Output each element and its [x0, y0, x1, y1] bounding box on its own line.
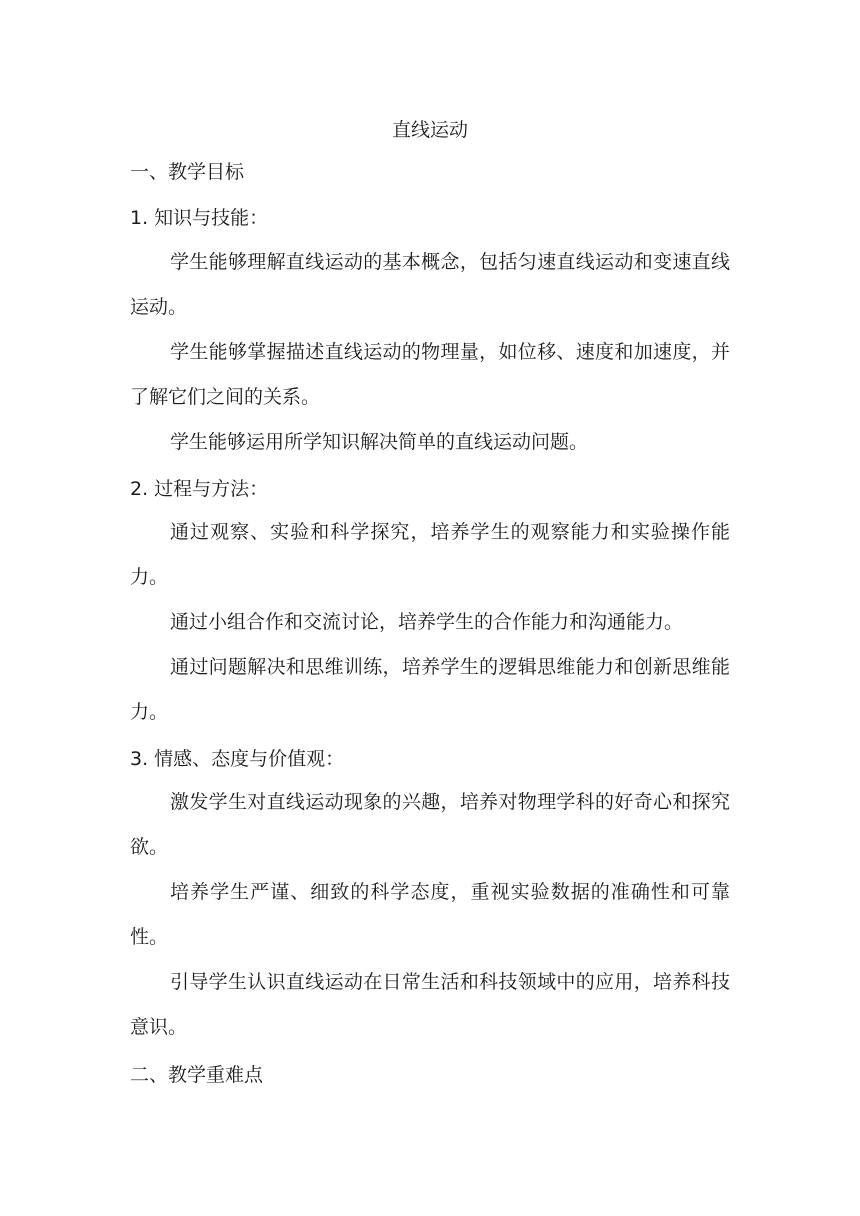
- paragraph: 通过观察、实验和科学探究，培养学生的观察能力和实验操作能力。: [130, 521, 730, 588]
- paragraph: 引导学生认识直线运动在日常生活和科技领域中的应用，培养科技意识。: [130, 971, 730, 1038]
- paragraph: 学生能够掌握描述直线运动的物理量，如位移、速度和加速度，并了解它们之间的关系。: [130, 341, 730, 408]
- section-heading-objectives: 一、教学目标: [130, 161, 245, 183]
- subheading-knowledge-skills: 1. 知识与技能：: [130, 207, 269, 229]
- subheading-process-methods: 2. 过程与方法：: [130, 478, 269, 500]
- paragraph: 学生能够理解直线运动的基本概念，包括匀速直线运动和变速直线运动。: [130, 251, 730, 318]
- section-heading-key-points: 二、教学重难点: [130, 1064, 264, 1086]
- paragraph: 培养学生严谨、细致的科学态度，重视实验数据的准确性和可靠性。: [130, 881, 730, 948]
- paragraph: 通过问题解决和思维训练，培养学生的逻辑思维能力和创新思维能力。: [130, 656, 730, 723]
- paragraph: 通过小组合作和交流讨论，培养学生的合作能力和沟通能力。: [170, 611, 684, 633]
- document-title: 直线运动: [391, 119, 468, 141]
- subheading-emotion-values: 3. 情感、态度与价值观：: [130, 748, 345, 770]
- paragraph: 学生能够运用所学知识解决简单的直线运动问题。: [170, 431, 589, 453]
- paragraph: 激发学生对直线运动现象的兴趣，培养对物理学科的好奇心和探究欲。: [130, 791, 730, 858]
